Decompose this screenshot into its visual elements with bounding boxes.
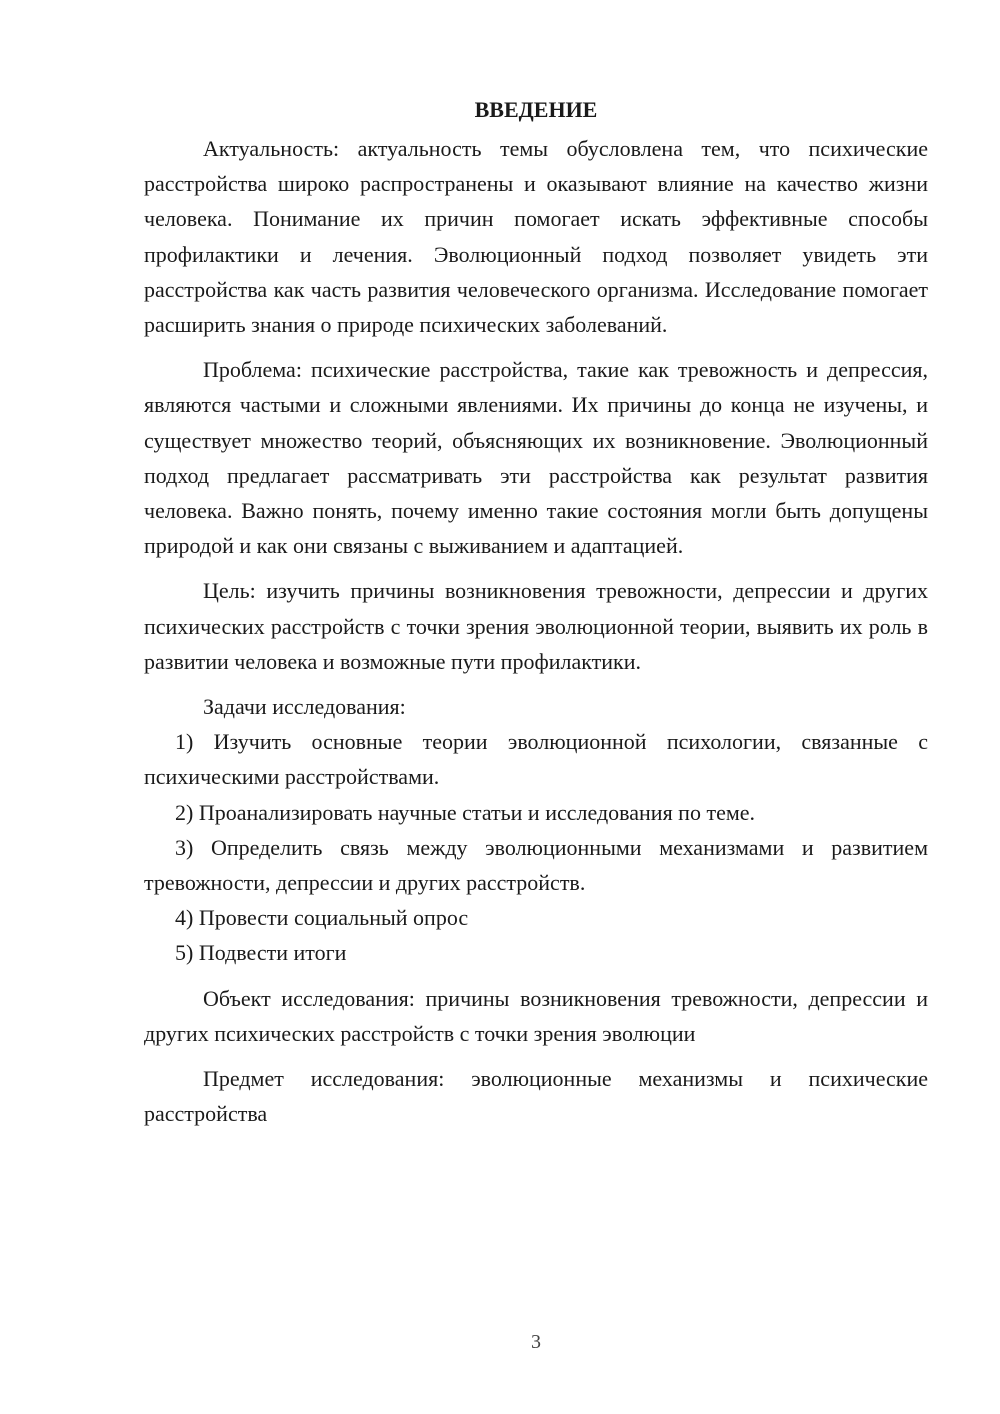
relevance-paragraph: Актуальность: актуальность темы обусловлена тем, что психические расстройства широко распространены и оказывают влияние на качество жизни человека. Понимание их причин помогает искать эффективные способы профилактики и лечения. Эволюционный подход позволяет увидеть эти расстройства как часть развития человеческого организма. Исследование помогает расширить знания о природе психических заболеваний. (144, 136, 928, 338)
task-item-4: 4) Провести социальный опрос (175, 905, 469, 931)
task-item-1: 1) Изучить основные теории эволюционной психологии, связанные с психическими расстройствами. (144, 729, 928, 790)
task-item-3: 3) Определить связь между эволюционными механизмами и развитием тревожности, депрессии и других расстройств. (144, 834, 928, 896)
task-item-5: 5) Подвести итоги (175, 940, 347, 966)
subject-paragraph: Предмет исследования: эволюционные механизмы и психические расстройства (144, 1066, 928, 1127)
object-paragraph: Объект исследования: причины возникновения тревожности, депрессии и других психических расстройств с точки зрения эволюции (144, 985, 928, 1046)
goal-paragraph: Цель: изучить причины возникновения тревожности, депрессии и других психических расстройств с точки зрения эволюционной теории, выявить их роль в развитии человека и возможные пути профилактики. (144, 578, 928, 674)
section-title: ВВЕДЕНИЕ (474, 97, 598, 122)
tasks-heading: Задачи исследования: (203, 694, 406, 720)
problem-paragraph: Проблема: психические расстройства, такие как тревожность и депрессия, являются частыми и сложными явлениями. Их причины до конца не изучены, и существует множество теорий, объясняющих их возникновение. Эволюционный подход предлагает рассматривать эти расстройства как результат развития человека. Важно понять, почему именно такие состояния могли быть допущены природой и как они связаны с выживанием и адаптацией. (144, 357, 928, 559)
page-content (144, 92, 928, 1131)
page-number: 3 (531, 1331, 541, 1353)
task-item-2: 2) Проанализировать научные статьи и исследования по теме. (175, 799, 756, 825)
